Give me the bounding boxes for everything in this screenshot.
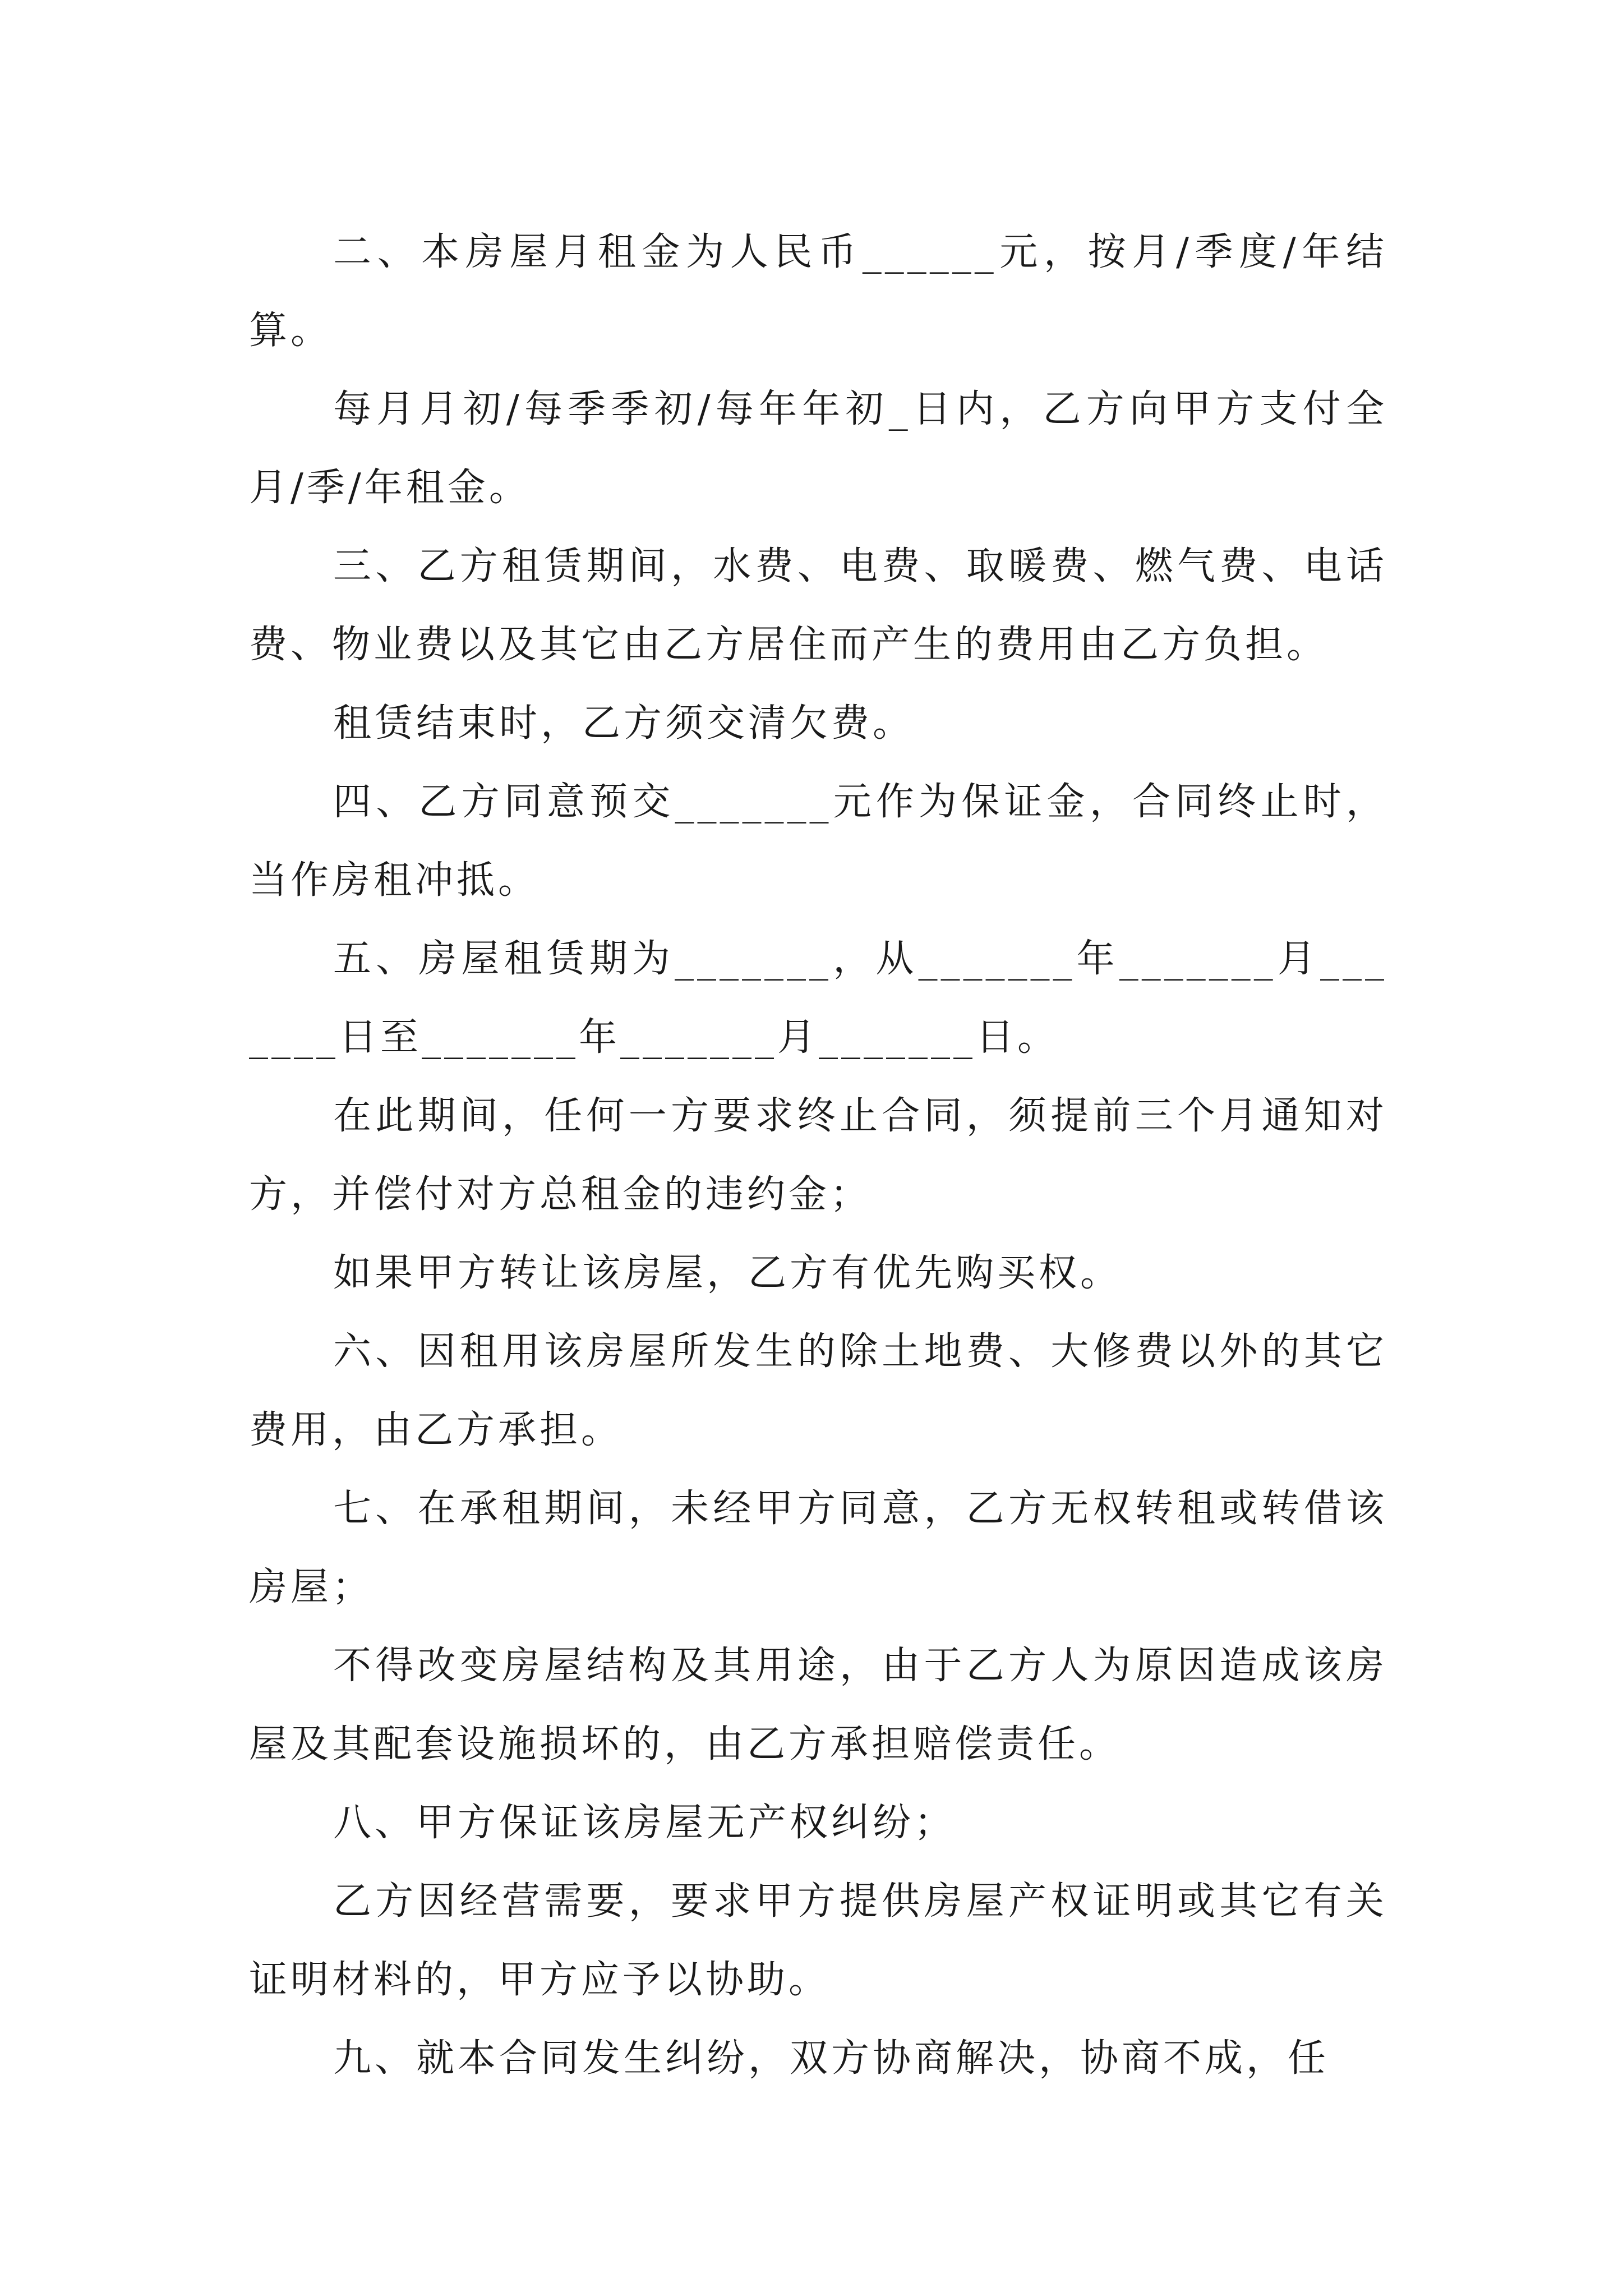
- document-body: [249, 213, 1387, 2098]
- clause-5-lease-term: 五、房屋租赁期为_______，从_______年_______月_______日至_______年_______月_______日。: [249, 937, 1387, 1060]
- clause-5-termination: 在此期间，任何一方要求终止合同，须提前三个月通知对方，并偿付对方总租金的违约金；: [249, 1094, 1387, 1217]
- clause-2-payment-schedule: 每月月初/每季季初/每年年初_日内，乙方向甲方支付全月/季/年租金。: [249, 387, 1387, 510]
- clause-9-disputes: 九、就本合同发生纠纷，双方协商解决，协商不成，任: [333, 2036, 1330, 2081]
- clause-6-other-fees: 六、因租用该房屋所发生的除土地费、大修费以外的其它费用，由乙方承担。: [249, 1329, 1387, 1452]
- clause-4-deposit: 四、乙方同意预交_______元作为保证金，合同终止时，当作房租冲抵。: [249, 780, 1387, 903]
- clause-5-preemption: 如果甲方转让该房屋，乙方有优先购买权。: [333, 1251, 1122, 1295]
- clause-3-utilities: 三、乙方租赁期间，水费、电费、取暖费、燃气费、电话费、物业费以及其它由乙方居住而产生的费用由乙方负担。: [249, 544, 1387, 667]
- clause-8-title: 八、甲方保证该房屋无产权纠纷；: [333, 1801, 956, 1845]
- clause-3-settlement: 租赁结束时，乙方须交清欠费。: [333, 701, 915, 746]
- clause-8-documents: 乙方因经营需要，要求甲方提供房屋产权证明或其它有关证明材料的，甲方应予以协助。: [249, 1879, 1387, 2002]
- clause-7-structure: 不得改变房屋结构及其用途，由于乙方人为原因造成该房屋及其配套设施损坏的，由乙方承担赔偿责任。: [249, 1644, 1387, 1766]
- clause-7-sublease: 七、在承租期间，未经甲方同意，乙方无权转租或转借该房屋；: [249, 1487, 1387, 1609]
- clause-2-rent: 二、本房屋月租金为人民币______元，按月/季度/年结算。: [249, 230, 1387, 353]
